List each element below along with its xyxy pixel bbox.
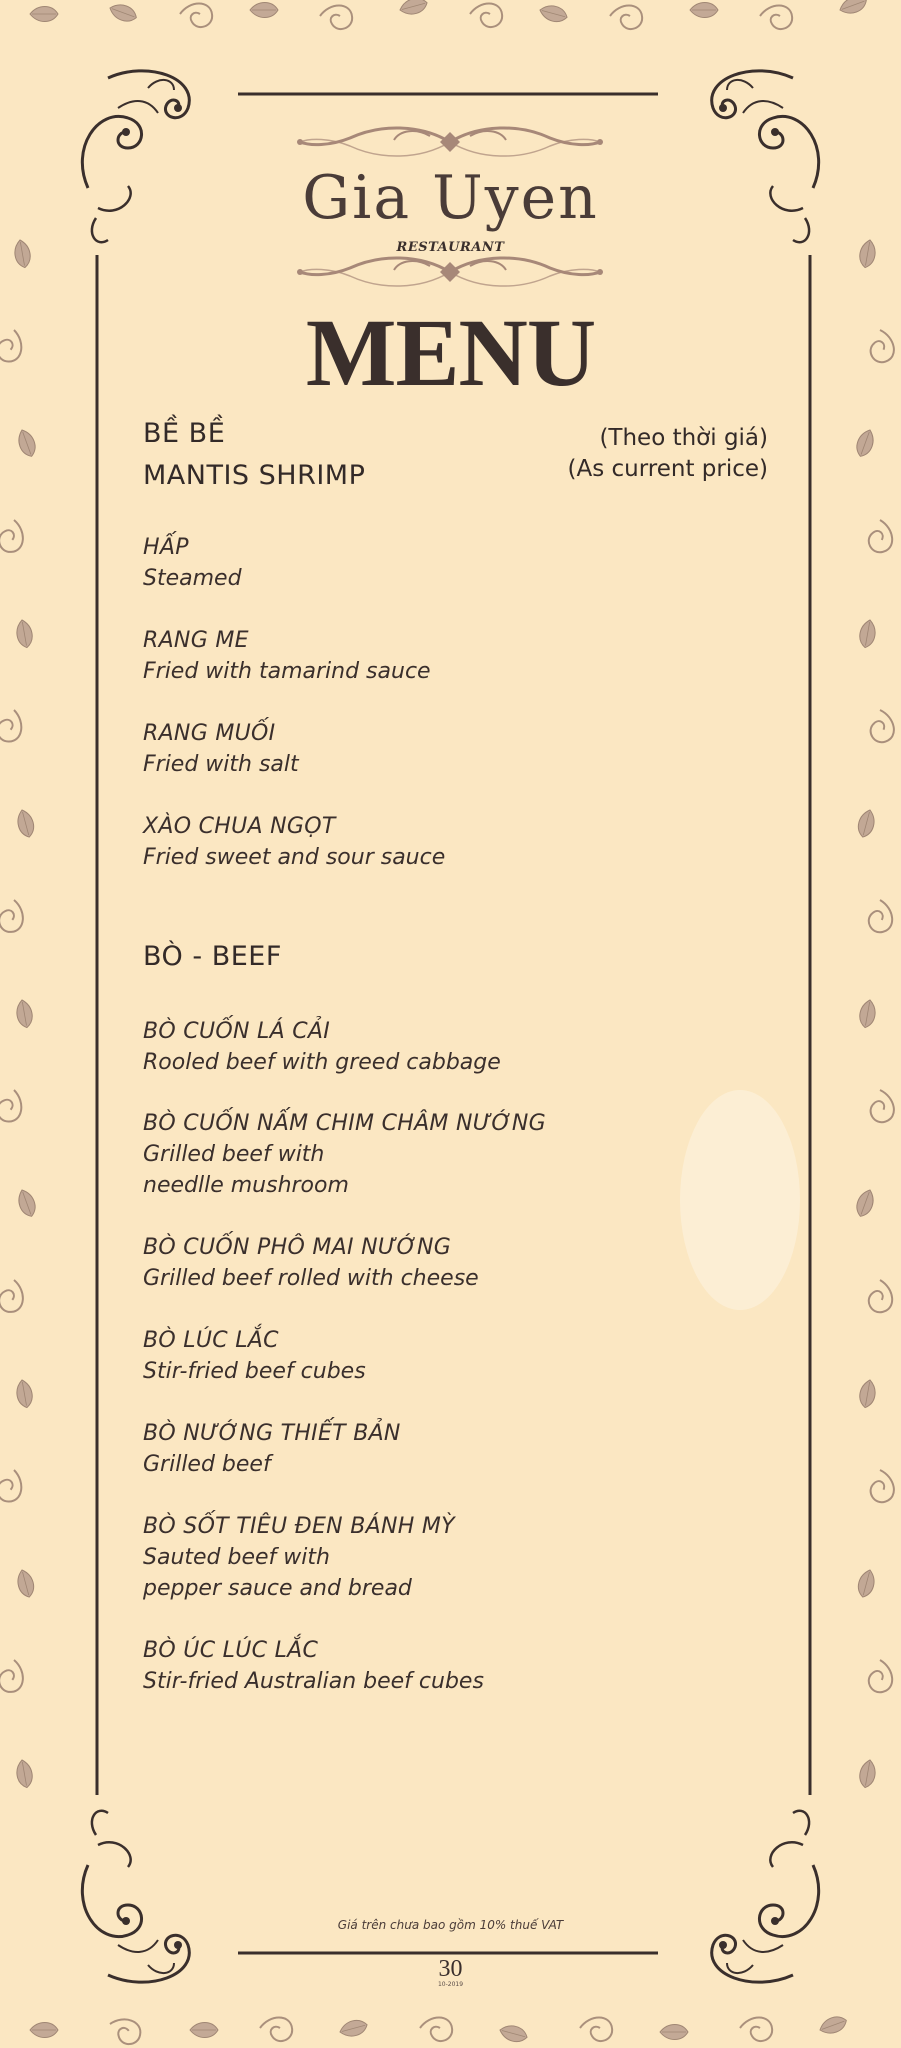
menu-item-name-vn: BÒ CUỐN PHÔ MAI NƯỚNG [143, 1235, 452, 1260]
menu-item-name-en: Fried with salt [143, 752, 299, 777]
price-note-en: (As current price) [567, 456, 768, 482]
menu-item [143, 1511, 743, 1604]
menu-item-name-en: Rooled beef with greed cabbage [143, 1050, 501, 1075]
menu-item [143, 1232, 743, 1294]
menu-item [143, 1635, 743, 1697]
menu-item-name-vn: BÒ LÚC LẮC [143, 1328, 279, 1353]
page-code: 10-2019 [437, 1981, 464, 1988]
menu-item [143, 1108, 743, 1201]
menu-item-name-en: Grilled beef [143, 1452, 271, 1477]
section-title-en: MANTIS SHRIMP [143, 460, 366, 491]
menu-item-name-vn: BÒ CUỐN NẤM CHIM CHÂM NƯỚNG [143, 1111, 547, 1136]
menu-item-name-vn: BÒ ÚC LÚC LẮC [143, 1638, 319, 1663]
menu-item-name-en: Fried with tamarind sauce [143, 659, 431, 684]
page-number: 30 [438, 1956, 463, 1982]
menu-item-name-vn: HẤP [143, 535, 189, 560]
section-title: BÒ - BEEF [143, 941, 282, 972]
menu-item-name-en: Fried sweet and sour sauce [143, 845, 446, 870]
logo-subtitle: RESTAURANT [396, 240, 505, 255]
menu-item [143, 625, 743, 687]
menu-item [143, 1325, 743, 1387]
menu-item-name-en: Grilled beef rolled with cheese [143, 1266, 479, 1291]
menu-item-name-en: Stir-fried Australian beef cubes [143, 1669, 484, 1694]
menu-item [143, 811, 743, 873]
menu-item-name-en: Stir-fried beef cubes [143, 1359, 366, 1384]
menu-item-name-en: Grilled beef with needlle mushroom [143, 1142, 349, 1198]
vat-footnote: Giá trên chưa bao gồm 10% thuế VAT [337, 1918, 564, 1932]
page-title: MENU [305, 299, 596, 406]
menu-item [143, 718, 743, 780]
menu-item [143, 1016, 743, 1078]
logo-flourish-bottom [297, 258, 603, 286]
menu-item-name-en: Steamed [143, 566, 242, 591]
menu-item-name-vn: BÒ CUỐN LÁ CẢI [143, 1019, 331, 1044]
menu-item [143, 532, 743, 594]
price-note-vn: (Theo thời giá) [599, 425, 768, 451]
menu-item-name-vn: RANG MUỐI [143, 721, 276, 746]
menu-item-name-vn: RANG ME [143, 628, 249, 653]
logo-flourish-top [297, 128, 603, 156]
section-title-vn: BỀ BỀ [143, 418, 226, 449]
menu-item-name-vn: XÀO CHUA NGỌT [143, 814, 336, 839]
menu-item-name-en: Sauted beef with pepper sauce and bread [143, 1545, 412, 1601]
menu-item-name-vn: BÒ NƯỚNG THIẾT BẢN [143, 1421, 401, 1446]
menu-item-name-vn: BÒ SỐT TIÊU ĐEN BÁNH MỲ [143, 1514, 455, 1539]
restaurant-logo: Gia Uyen [302, 163, 599, 233]
menu-item [143, 1418, 743, 1480]
